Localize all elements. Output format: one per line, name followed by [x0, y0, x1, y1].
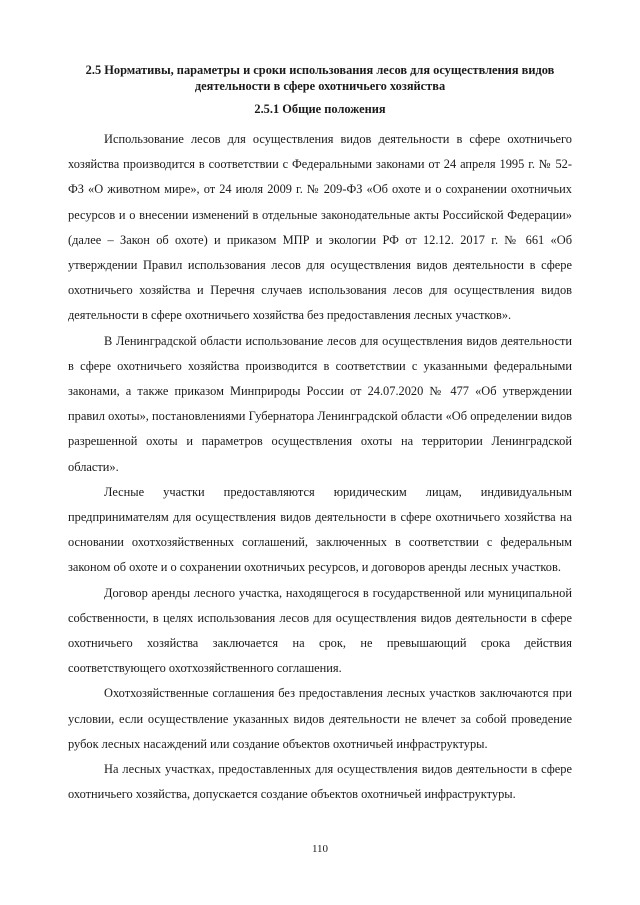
section-heading: 2.5 Нормативы, параметры и сроки использования лесов для осуществления видов деятельности в сфере охотничьего хозяйства — [85, 63, 555, 93]
page-number: 110 — [311, 843, 329, 855]
paragraph: На лесных участках, предоставленных для осуществления видов деятельности в сфере охотничьего хозяйства, допускается создание объектов охотничьей инфраструктуры. — [68, 762, 572, 802]
paragraph: Договор аренды лесного участка, находящегося в государственной или муниципальной собственности, в целях использования лесов для осуществления видов деятельности в сфере охотничьего хозяйства заключается на срок, не превышающий срока действия соответствующего охотхозяйственного соглашения. — [68, 585, 572, 676]
subsection-heading: 2.5.1 Общие положения — [254, 102, 386, 116]
paragraph: Охотхозяйственные соглашения без предоставления лесных участков заключаются при условии, если осуществление указанных видов деятельности не влечет за собой проведение рубок лесных насаждений или создание объектов охотничьей инфраструктуры. — [68, 686, 572, 751]
paragraph: Использование лесов для осуществления видов деятельности в сфере охотничьего хозяйства производится в соответствии с Федеральными законами от 24 апреля 1995 г. № 52-ФЗ «О животном мире», от 24 июля 2009 г. № 209-ФЗ «Об охоте и о сохранении охотничьих ресурсов и о внесении изменений в отдельные законодательные акты Российской Федерации» (далее – Закон об охоте) и приказом МПР и экологии РФ от 12.12. 2017 г. № 661 «Об утверждении Правил использования лесов для осуществления видов деятельности в сфере охотничьего хозяйства и Перечня случаев использования лесов для осуществления видов деятельности в сфере охотничьего хозяйства без предоставления лесных участков». — [68, 132, 572, 323]
paragraph: Лесные участки предоставляются юридическим лицам, индивидуальным предпринимателям для осуществления видов деятельности в сфере охотничьего хозяйства на основании охотхозяйственных соглашений, заключенных в соответствии с федеральным законом об охоте и о сохранении охотничьих ресурсов, и договоров аренды лесных участков. — [68, 484, 572, 575]
paragraph: В Ленинградской области использование лесов для осуществления видов деятельности в сфере охотничьего хозяйства производится в соответствии с указанными федеральными законами, а также приказом Минприроды России от 24.07.2020 № 477 «Об утверждении правил охоты», постановлениями Губернатора Ленинградской области «Об определении видов разрешенной охоты и параметров осуществления охоты на территории Ленинградской области». — [68, 333, 572, 474]
